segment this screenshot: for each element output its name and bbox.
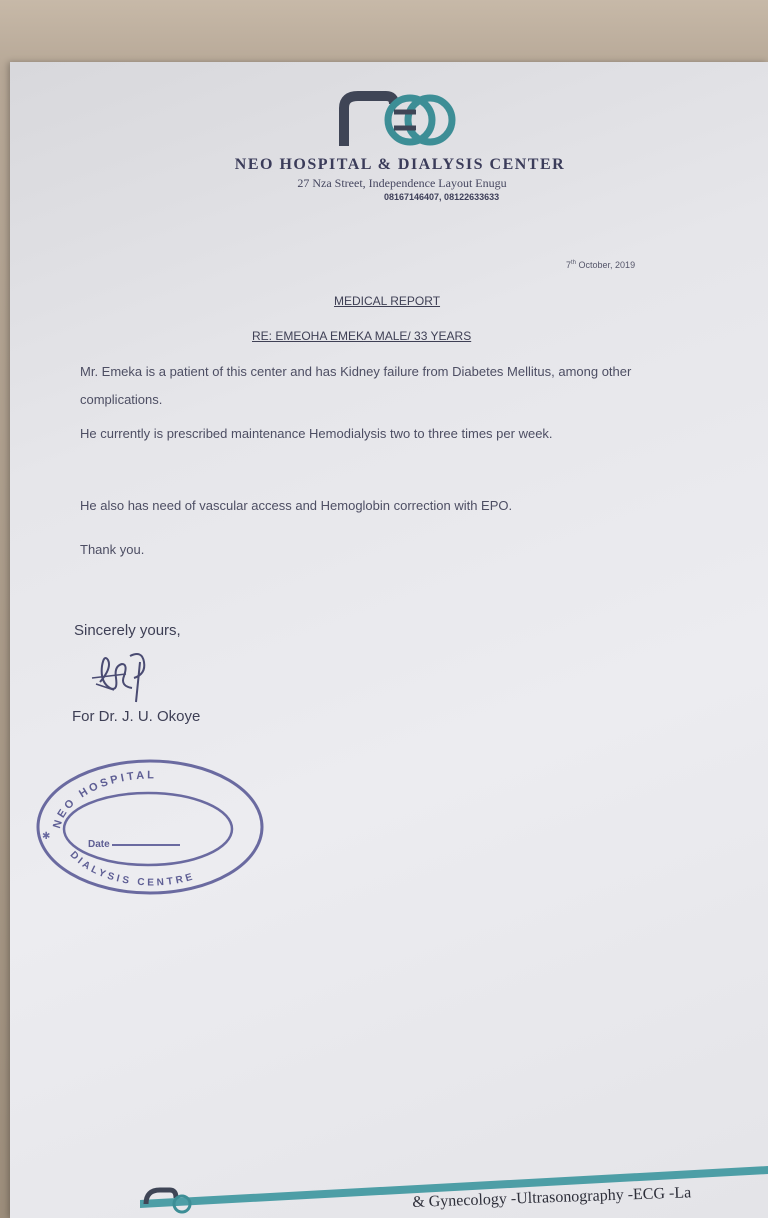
footer-services: & Gynecology -Ultrasonography -ECG -La [412,1184,692,1211]
hospital-stamp [30,755,270,900]
paragraph-needs: He also has need of vascular access and Hemoglobin correction with EPO. [80,498,513,513]
svg-text:DIALYSIS CENTRE: DIALYSIS CENTRE [67,849,197,889]
patient-reference: RE: EMEOHA EMEKA MALE/ 33 YEARS [252,329,472,343]
svg-text:NEO HOSPITAL: NEO HOSPITAL [51,769,157,830]
closing-line: Sincerely yours, [74,622,181,639]
svg-text:✱: ✱ [42,831,51,842]
letter-date: 7th October, 2019 [566,260,636,270]
hospital-name: NEO HOSPITAL & DIALYSIS CENTER [234,156,566,173]
paragraph-thanks: Thank you. [80,542,145,557]
neo-logo [338,88,458,150]
svg-text:Date: Date [88,839,110,850]
medical-report-letter [10,62,768,1218]
paragraph-treatment: He currently is prescribed maintenance Hemodialysis two to three times per week. [80,426,553,441]
hospital-phones: 08167146407, 08122633633 [384,192,500,202]
paragraph-diagnosis: Mr. Emeka is a patient of this center and has Kidney failure from Diabetes Mellitus, among other complications. [80,364,632,407]
hospital-address: 27 Nza Street, Independence Layout Enugu [297,176,507,190]
report-title: MEDICAL REPORT [334,294,441,308]
handwritten-signature [86,648,166,706]
signoff-line: For Dr. J. U. Okoye [72,708,201,725]
